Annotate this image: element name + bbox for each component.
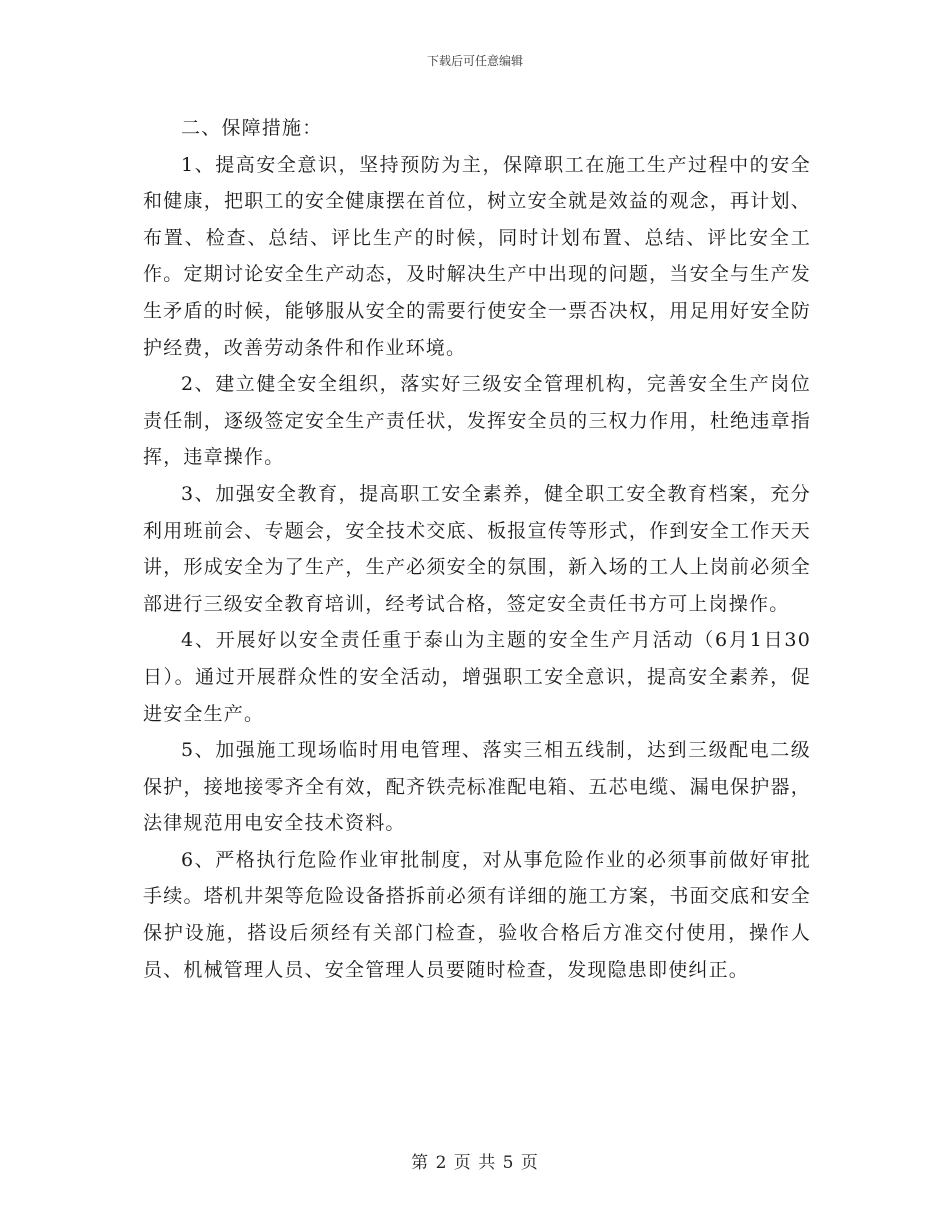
- section-heading: 二、保障措施：: [181, 117, 323, 139]
- paragraph-item-1: 1、提高安全意识，坚持预防为主，保障职工在施工生产过程中的安全和健康，把职工的安全健康摆在首位，树立安全就是效益的观念，再计划、布置、检查、总结、评比生产的时候，同时计划布置、总结、评比安全工作。定期讨论安全生产动态，及时解决生产中出现的问题，当安全与生产发生矛盾的时候，能够服从安全的需要行使安全一票否决权，用足用好安全防护经费，改善劳动条件和作业环境。: [143, 153, 811, 359]
- paragraph-item-5: 5、加强施工现场临时用电管理、落实三相五线制，达到三级配电二级保护，接地接零齐全有效，配齐铁壳标准配电箱、五芯电缆、漏电保护器，法律规范用电安全技术资料。: [143, 739, 811, 835]
- page-number: 第 2 页 共 5 页: [411, 1153, 539, 1173]
- paragraph-item-4: 4、开展好以安全责任重于泰山为主题的安全生产月活动（6月1日30日）。通过开展群众性的安全活动，增强职工安全意识，提高安全素养，促进安全生产。: [143, 629, 811, 725]
- document-body: [143, 110, 811, 988]
- page-header: 下载后可任意编辑: [426, 54, 523, 68]
- paragraph-item-2: 2、建立健全安全组织，落实好三级安全管理机构，完善安全生产岗位责任制，逐级签定安全生产责任状，发挥安全员的三权力作用，杜绝违章指挥，违章操作。: [143, 373, 811, 469]
- paragraph-item-3: 3、加强安全教育，提高职工安全素养，健全职工安全教育档案，充分利用班前会、专题会，安全技术交底、板报宣传等形式，作到安全工作天天讲，形成安全为了生产，生产必须安全的氛围，新入场的工人上岗前必须全部进行三级安全教育培训，经考试合格，签定安全责任书方可上岗操作。: [143, 482, 811, 615]
- paragraph-item-6: 6、严格执行危险作业审批制度，对从事危险作业的必须事前做好审批手续。塔机井架等危险设备搭拆前必须有详细的施工方案，书面交底和安全保护设施，搭设后须经有关部门检查，验收合格后方准交付使用，操作人员、机械管理人员、安全管理人员要随时检查，发现隐患即使纠正。: [143, 848, 811, 981]
